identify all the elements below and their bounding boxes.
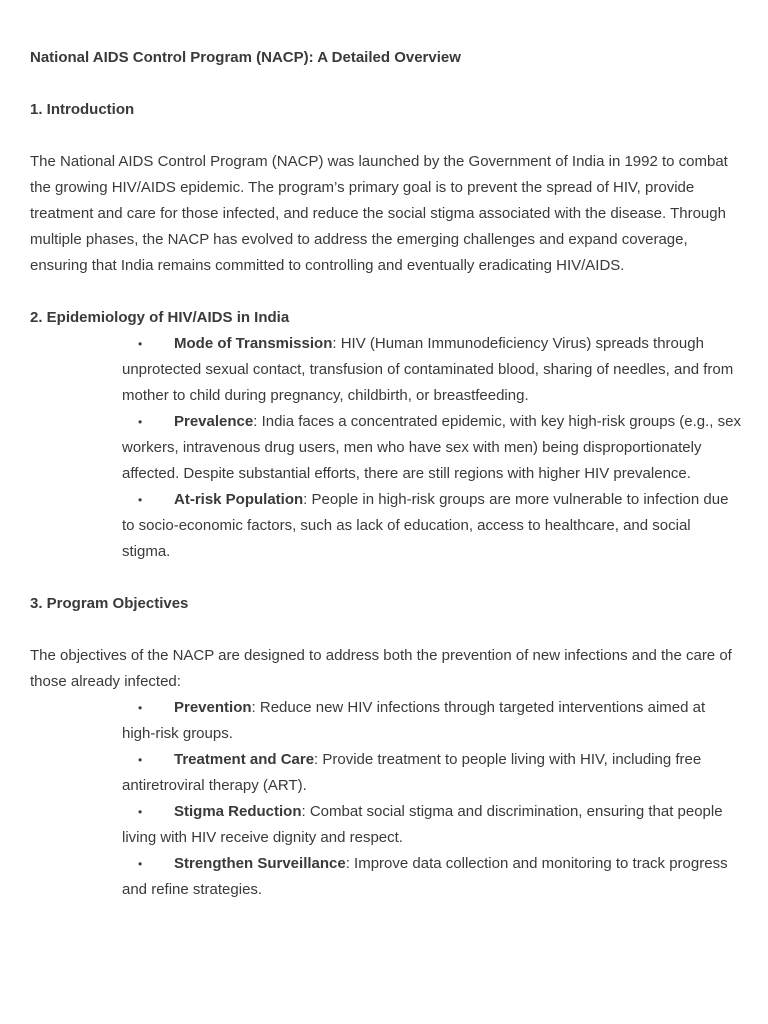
bullet-text: : Combat social stigma and discrimination, ensuring that people living with HIV receive dignity and respect. bbox=[122, 803, 723, 846]
bullet-text: : People in high-risk groups are more vulnerable to infection due to socio-economic factors, such as lack of education, access to healthcare, and social stigma. bbox=[122, 491, 729, 560]
bullet-icon: • bbox=[138, 805, 143, 819]
bullet-term: Mode of Transmission bbox=[174, 335, 333, 352]
introduction-paragraph: The National AIDS Control Program (NACP) was launched by the Government of India in 1992 to combat the growing HIV/AIDS epidemic. The program’s primary goal is to prevent the spread of HIV, provide treatment and care for those infected, and reduce the social stigma associated with the disease. Through multiple phases, the NACP has evolved to address the emerging challenges and expand coverage, ensuring that India remains committed to controlling and eventually eradicating HIV/AIDS. bbox=[30, 153, 728, 274]
list-item bbox=[122, 409, 742, 487]
bullet-term: Treatment and Care bbox=[174, 751, 315, 768]
list-item bbox=[122, 747, 742, 799]
bullet-icon: • bbox=[138, 753, 143, 767]
document-title: National AIDS Control Program (NACP): A Detailed Overview bbox=[30, 49, 461, 66]
document-body bbox=[30, 45, 742, 903]
list-item bbox=[122, 799, 742, 851]
bullet-text: : Reduce new HIV infections through targeted interventions aimed at high-risk groups. bbox=[122, 699, 706, 742]
bullet-text: : India faces a concentrated epidemic, with key high-risk groups (e.g., sex workers, intravenous drug users, men who have sex with men) being disproportionately affected. Despite substantial efforts, there are still regions with higher HIV prevalence. bbox=[122, 413, 741, 482]
objectives-bullet-list bbox=[30, 695, 742, 903]
spacer bbox=[30, 123, 742, 149]
list-item bbox=[122, 487, 742, 565]
spacer bbox=[30, 279, 742, 305]
bullet-icon: • bbox=[138, 493, 143, 507]
section-heading-introduction: 1. Introduction bbox=[30, 101, 135, 118]
bullet-icon: • bbox=[138, 857, 143, 871]
bullet-icon: • bbox=[138, 415, 143, 429]
bullet-text: : Provide treatment to people living with HIV, including free antiretroviral therapy (ART). bbox=[122, 751, 702, 794]
bullet-term: Prevalence bbox=[174, 413, 254, 430]
bullet-term: Prevention bbox=[174, 699, 252, 716]
section-heading-objectives: 3. Program Objectives bbox=[30, 595, 189, 612]
list-item bbox=[122, 851, 742, 903]
bullet-icon: • bbox=[138, 337, 143, 351]
bullet-term: Stigma Reduction bbox=[174, 803, 302, 820]
epidemiology-bullet-list bbox=[30, 331, 742, 565]
bullet-icon: • bbox=[138, 701, 143, 715]
list-item bbox=[122, 331, 742, 409]
section-heading-epidemiology: 2. Epidemiology of HIV/AIDS in India bbox=[30, 309, 290, 326]
spacer bbox=[30, 565, 742, 591]
objectives-paragraph: The objectives of the NACP are designed to address both the prevention of new infections and the care of those already infected: bbox=[30, 647, 732, 690]
bullet-term: At-risk Population bbox=[174, 491, 304, 508]
list-item bbox=[122, 695, 742, 747]
bullet-term: Strengthen Surveillance bbox=[174, 855, 346, 872]
bullet-text: : HIV (Human Immunodeficiency Virus) spreads through unprotected sexual contact, transfusion of contaminated blood, sharing of needles, and from mother to child during pregnancy, childbirth, or breastfeeding. bbox=[122, 335, 734, 404]
spacer bbox=[30, 617, 742, 643]
bullet-text: : Improve data collection and monitoring to track progress and refine strategies. bbox=[122, 855, 728, 898]
